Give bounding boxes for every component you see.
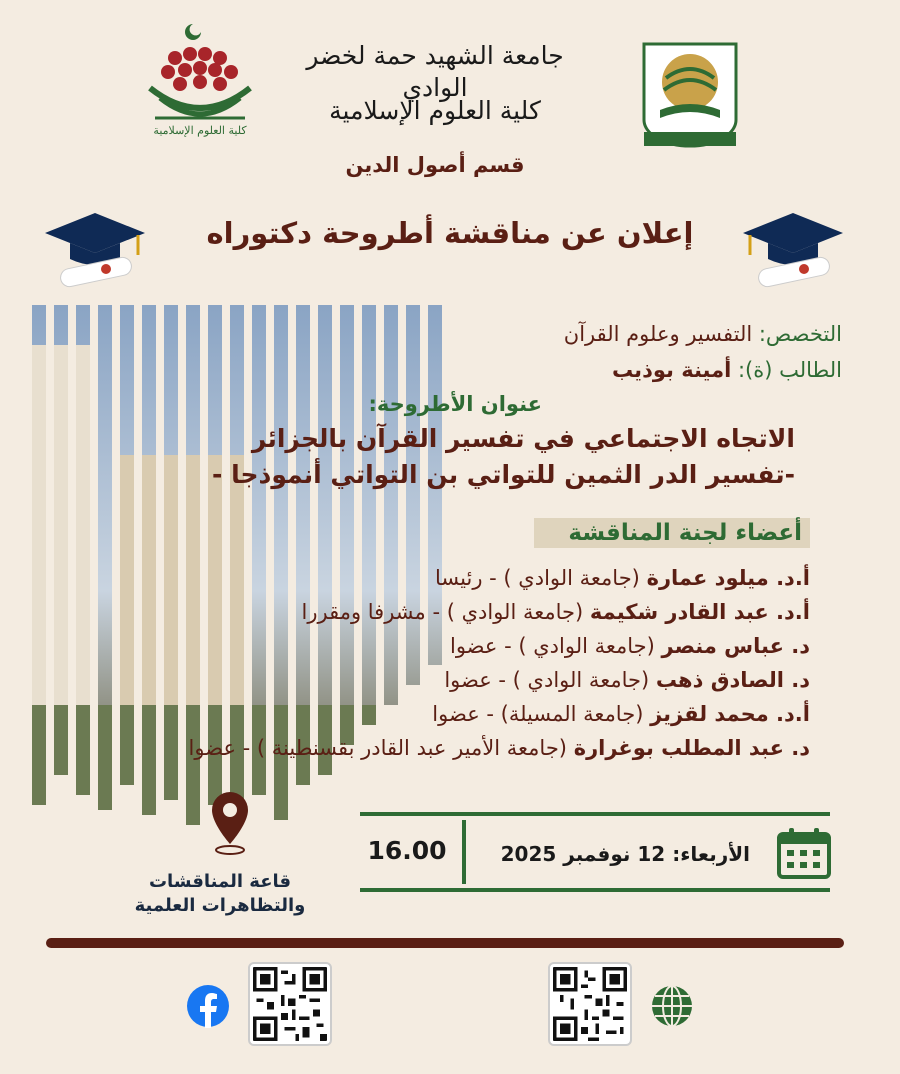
- committee-member: أ.د. ميلود عمارة (جامعة الوادي ) - رئيسا: [435, 566, 810, 590]
- venue: [120, 870, 320, 918]
- specialization-label: التخصص:: [758, 322, 842, 346]
- footer-divider: [46, 938, 844, 948]
- university-logo: [638, 40, 742, 148]
- committee-member: د. الصادق ذهب (جامعة الوادي ) - عضوا: [444, 668, 810, 692]
- student-label: الطالب (ة):: [737, 358, 842, 382]
- specialization-value: التفسير وعلوم القرآن: [563, 322, 753, 346]
- committee-member: د. عباس منصر (جامعة الوادي ) - عضوا: [450, 634, 810, 658]
- specialization: [422, 322, 842, 346]
- facebook-icon[interactable]: [186, 984, 230, 1028]
- svg-text:كلية العلوم الإسلامية: كلية العلوم الإسلامية: [153, 124, 247, 137]
- qr-code-icon[interactable]: [248, 962, 332, 1046]
- thesis-title-line-2: -تفسير الدر الثمين للتواتي بن التواتي أنموذجا -: [212, 460, 795, 489]
- student: [422, 358, 842, 382]
- venue-line-2: والتظاهرات العلمية: [134, 895, 306, 916]
- location-pin-icon: [210, 790, 250, 856]
- calendar-icon: [776, 826, 832, 880]
- defense-date: الأربعاء: 12 نوفمبر 2025: [500, 842, 750, 866]
- committee-member: أ.د. عبد القادر شكيمة (جامعة الوادي ) - مشرفا ومقررا: [301, 600, 810, 624]
- graduation-cap-icon: [40, 205, 150, 290]
- thesis-title-line-1: الاتجاه الاجتماعي في تفسير القرآن بالجزائر: [251, 424, 795, 453]
- faculty-logo: [135, 18, 265, 143]
- announcement-title: إعلان عن مناقشة أطروحة دكتوراه: [206, 216, 694, 250]
- globe-icon[interactable]: [650, 984, 694, 1028]
- committee-member: أ.د. محمد لقزيز (جامعة المسيلة) - عضوا: [432, 702, 810, 726]
- schedule-bottom-rule: [360, 888, 830, 892]
- student-name: أمينة بوذيب: [611, 358, 732, 382]
- venue-line-1: قاعة المناقشات: [148, 871, 292, 892]
- faculty-name: كلية العلوم الإسلامية: [329, 96, 541, 125]
- defense-time: 16.00: [367, 836, 447, 865]
- graduation-cap-icon: [738, 205, 848, 290]
- qr-code-icon[interactable]: [548, 962, 632, 1046]
- university-name: جامعة الشهيد حمة لخضر الوادي: [306, 41, 564, 102]
- schedule-top-rule: [360, 812, 830, 816]
- committee-member: د. عبد المطلب بوغرارة (جامعة الأمير عبد القادر بقسنطينة ) - عضوا: [188, 736, 810, 760]
- thesis-label: عنوان الأطروحة:: [368, 392, 542, 416]
- committee-title: أعضاء لجنة المناقشة: [534, 518, 810, 548]
- department-name: قسم أصول الدين: [345, 153, 525, 177]
